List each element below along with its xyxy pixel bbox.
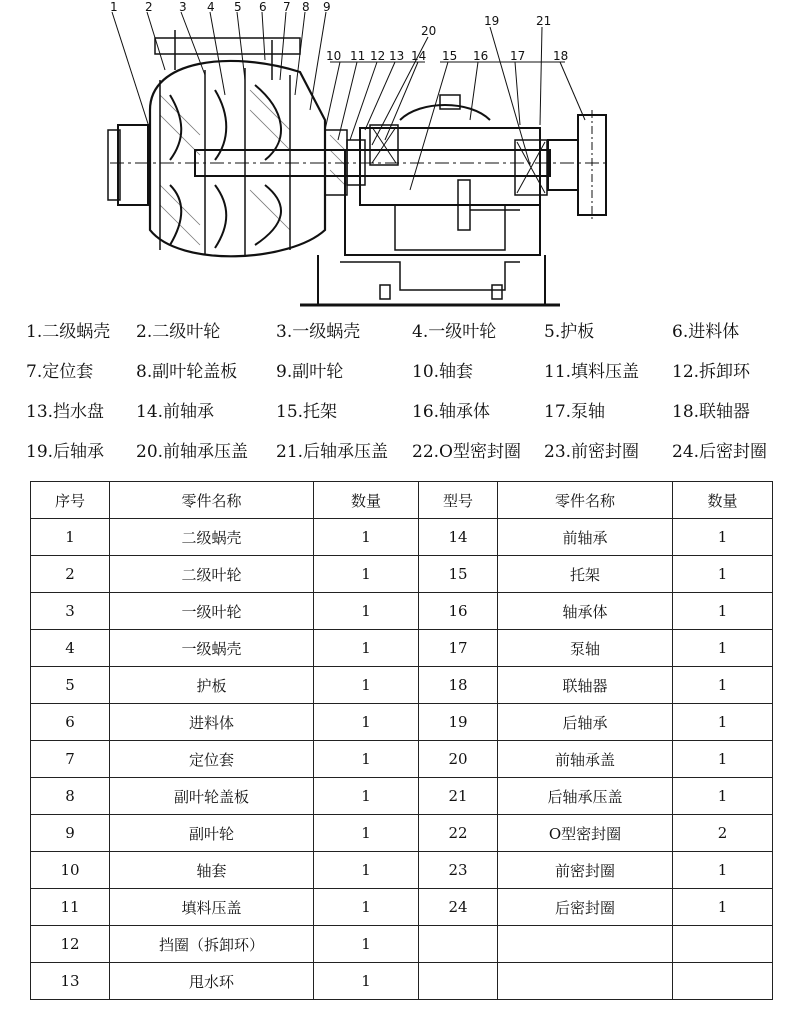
callout-3: 3 (179, 0, 187, 14)
table-row (31, 667, 773, 704)
cell-part-name: 进料体 (110, 704, 314, 741)
legend-item: 2.二级叶轮 (136, 322, 221, 342)
callout-19: 19 (484, 14, 500, 28)
cell-part-name (498, 963, 673, 1000)
cell-index: 1 (31, 519, 110, 556)
cell-quantity: 1 (673, 519, 773, 556)
cell-model (419, 963, 498, 1000)
parts-legend (0, 318, 796, 476)
cell-quantity: 1 (314, 667, 419, 704)
cell-model: 22 (419, 815, 498, 852)
table-row (31, 519, 773, 556)
callout-10: 10 (326, 49, 342, 63)
cell-quantity: 1 (314, 778, 419, 815)
legend-item: 10.轴套 (412, 362, 474, 382)
table-row (31, 926, 773, 963)
cell-part-name: 后密封圈 (498, 889, 673, 926)
legend-item: 16.轴承体 (412, 402, 491, 422)
cell-quantity: 1 (673, 852, 773, 889)
table-row (31, 815, 773, 852)
legend-item: 21.后轴承压盖 (276, 442, 389, 462)
callout-4: 4 (207, 0, 215, 14)
legend-item: 6.进料体 (672, 322, 740, 342)
callout-21: 21 (536, 14, 552, 28)
cell-part-name: 副叶轮 (110, 815, 314, 852)
cell-part-name: 轴承体 (498, 593, 673, 630)
cell-part-name: 后轴承压盖 (498, 778, 673, 815)
legend-item: 3.一级蜗壳 (276, 322, 361, 342)
legend-item: 20.前轴承压盖 (136, 442, 249, 462)
legend-item: 22.O型密封圈 (412, 442, 521, 462)
cell-part-name: 联轴器 (498, 667, 673, 704)
header-part-name: 零件名称 (498, 482, 673, 519)
table-row (31, 556, 773, 593)
legend-item: 18.联轴器 (672, 402, 751, 422)
table-row (31, 778, 773, 815)
cell-part-name: 挡圈（拆卸环） (110, 926, 314, 963)
cell-part-name: 甩水环 (110, 963, 314, 1000)
cell-model: 14 (419, 519, 498, 556)
cell-index: 13 (31, 963, 110, 1000)
legend-item: 14.前轴承 (136, 402, 215, 422)
callout-2: 2 (145, 0, 153, 14)
legend-item: 24.后密封圈 (672, 442, 768, 462)
table-row (31, 704, 773, 741)
cell-quantity: 1 (314, 852, 419, 889)
cell-quantity: 2 (673, 815, 773, 852)
cell-part-name: 托架 (498, 556, 673, 593)
legend-item: 9.副叶轮 (276, 362, 344, 382)
pump-cross-section-drawing (0, 0, 796, 318)
cell-index: 12 (31, 926, 110, 963)
cell-part-name: 泵轴 (498, 630, 673, 667)
cell-part-name (498, 926, 673, 963)
cell-quantity: 1 (314, 519, 419, 556)
cell-quantity: 1 (314, 815, 419, 852)
legend-item: 19.后轴承 (26, 442, 105, 462)
cell-index: 7 (31, 741, 110, 778)
legend-item: 13.挡水盘 (26, 402, 105, 422)
cell-quantity: 1 (673, 630, 773, 667)
header-quantity: 数量 (314, 482, 419, 519)
legend-row (0, 398, 796, 438)
header-index: 序号 (31, 482, 110, 519)
cell-part-name: 定位套 (110, 741, 314, 778)
cell-part-name: 前轴承 (498, 519, 673, 556)
callout-5: 5 (234, 0, 242, 14)
cell-quantity: 1 (314, 593, 419, 630)
cell-index: 3 (31, 593, 110, 630)
header-quantity: 数量 (673, 482, 773, 519)
cell-quantity (673, 963, 773, 1000)
callout-9: 9 (323, 0, 331, 14)
legend-row (0, 358, 796, 398)
cell-part-name: 护板 (110, 667, 314, 704)
table-row (31, 852, 773, 889)
legend-item: 23.前密封圈 (544, 442, 640, 462)
cell-part-name: 前密封圈 (498, 852, 673, 889)
cell-model: 23 (419, 852, 498, 889)
cell-quantity: 1 (314, 926, 419, 963)
callout-11: 11 (350, 49, 366, 63)
callout-16: 16 (473, 49, 489, 63)
table-header-row (31, 482, 773, 519)
cell-index: 9 (31, 815, 110, 852)
cell-index: 8 (31, 778, 110, 815)
legend-item: 4.一级叶轮 (412, 322, 497, 342)
cell-part-name: 一级蜗壳 (110, 630, 314, 667)
cell-model: 21 (419, 778, 498, 815)
cell-part-name: 轴套 (110, 852, 314, 889)
cell-model: 19 (419, 704, 498, 741)
table-row (31, 963, 773, 1000)
cell-index: 11 (31, 889, 110, 926)
callout-13: 13 (389, 49, 405, 63)
callout-20: 20 (421, 24, 437, 38)
callout-18: 18 (553, 49, 569, 63)
cell-quantity: 1 (673, 593, 773, 630)
cell-quantity: 1 (314, 889, 419, 926)
cell-part-name: 二级叶轮 (110, 556, 314, 593)
cell-model: 20 (419, 741, 498, 778)
table-body (31, 519, 773, 1000)
legend-row (0, 438, 796, 478)
cell-part-name: 前轴承盖 (498, 741, 673, 778)
callout-7: 7 (283, 0, 291, 14)
cell-index: 4 (31, 630, 110, 667)
cell-part-name: O型密封圈 (498, 815, 673, 852)
legend-item: 12.拆卸环 (672, 362, 751, 382)
callout-12: 12 (370, 49, 386, 63)
cell-quantity: 1 (314, 704, 419, 741)
legend-item: 1.二级蜗壳 (26, 322, 111, 342)
legend-item: 15.托架 (276, 402, 338, 422)
cell-quantity: 1 (673, 704, 773, 741)
legend-item: 5.护板 (544, 322, 595, 342)
cell-part-name: 填料压盖 (110, 889, 314, 926)
header-part-name: 零件名称 (110, 482, 314, 519)
pump-drawing-svg (0, 0, 796, 318)
cell-model: 16 (419, 593, 498, 630)
cell-quantity: 1 (673, 741, 773, 778)
cell-quantity: 1 (673, 778, 773, 815)
cell-quantity: 1 (314, 630, 419, 667)
cell-part-name: 后轴承 (498, 704, 673, 741)
table-row (31, 630, 773, 667)
cell-part-name: 一级叶轮 (110, 593, 314, 630)
callout-14: 14 (411, 49, 427, 63)
callout-1: 1 (110, 0, 118, 14)
cell-quantity: 1 (314, 963, 419, 1000)
cell-quantity: 1 (314, 556, 419, 593)
legend-item: 17.泵轴 (544, 402, 606, 422)
legend-item: 7.定位套 (26, 362, 94, 382)
legend-item: 11.填料压盖 (544, 362, 640, 382)
cell-model (419, 926, 498, 963)
header-model: 型号 (419, 482, 498, 519)
cell-model: 17 (419, 630, 498, 667)
table-row (31, 741, 773, 778)
callout-17: 17 (510, 49, 526, 63)
cell-index: 5 (31, 667, 110, 704)
cell-index: 10 (31, 852, 110, 889)
cell-part-name: 二级蜗壳 (110, 519, 314, 556)
legend-row (0, 318, 796, 358)
parts-table (30, 481, 773, 1000)
cell-quantity: 1 (673, 889, 773, 926)
callout-15: 15 (442, 49, 458, 63)
cell-quantity: 1 (673, 556, 773, 593)
callout-8: 8 (302, 0, 310, 14)
cell-model: 15 (419, 556, 498, 593)
cell-model: 24 (419, 889, 498, 926)
cell-index: 6 (31, 704, 110, 741)
callout-6: 6 (259, 0, 267, 14)
table-row (31, 593, 773, 630)
cell-index: 2 (31, 556, 110, 593)
cell-model: 18 (419, 667, 498, 704)
legend-item: 8.副叶轮盖板 (136, 362, 238, 382)
cell-part-name: 副叶轮盖板 (110, 778, 314, 815)
cell-quantity (673, 926, 773, 963)
table-row (31, 889, 773, 926)
cell-quantity: 1 (673, 667, 773, 704)
cell-quantity: 1 (314, 741, 419, 778)
